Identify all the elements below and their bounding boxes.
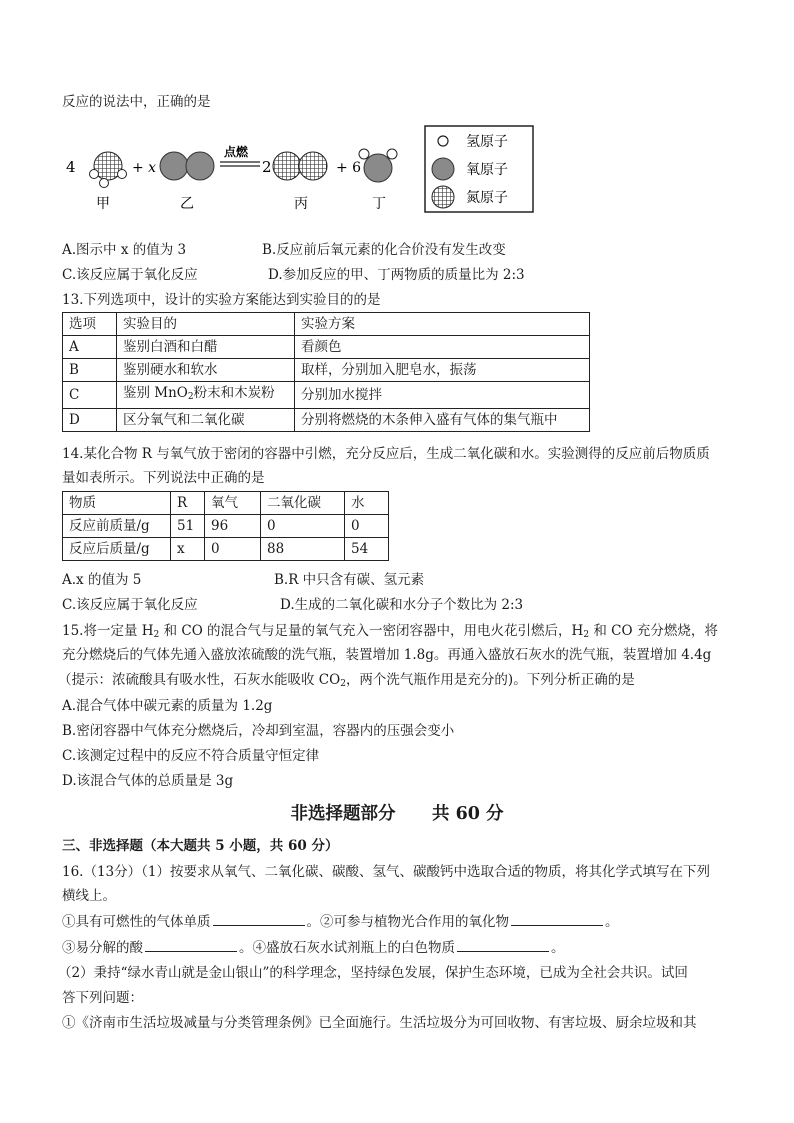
q15-option-c: C.该测定过程中的反应不符合质量守恒定律	[62, 748, 320, 764]
intro-text: 反应的说法中，正确的是	[62, 94, 211, 110]
q14-option-d: D.生成的二氧化碳和水分子个数比为 2:3	[280, 597, 524, 613]
table-cell: C	[63, 382, 117, 409]
q12-option-c: C.该反应属于氧化反应	[62, 267, 198, 283]
q12-option-b: B.反应前后氧元素的化合价没有发生改变	[262, 242, 506, 258]
table-cell: 96	[205, 515, 261, 538]
table-cell: 鉴别硬水和软水	[117, 359, 295, 382]
table-cell: 看颜色	[295, 336, 590, 359]
table-header: 二氧化碳	[261, 492, 345, 515]
q16-line-4: ③易分解的酸 。④盛放石灰水试剂瓶上的白色物质 。	[62, 940, 565, 956]
q12-option-a: A.图示中 x 的值为 3	[62, 242, 187, 258]
legend-box	[425, 126, 533, 212]
q14-option-a: A.x 的值为 5	[62, 572, 142, 588]
label-bing: 丙	[294, 196, 308, 212]
table-row	[63, 382, 590, 409]
molecule-yi	[160, 152, 214, 180]
table-cell: D	[63, 409, 117, 432]
q14-option-b: B.R 中只含有碳、氢元素	[274, 572, 425, 588]
part-title: 非选择题部分 共 60 分	[290, 804, 504, 824]
table-cell: B	[63, 359, 117, 382]
molecule-bing	[273, 152, 327, 180]
table-header: 选项	[63, 313, 117, 336]
table-cell: 54	[345, 538, 389, 561]
table-cell: 51	[171, 515, 205, 538]
legend-n: 氮原子	[466, 190, 508, 206]
table-cell: 0	[261, 515, 345, 538]
q15-option-d: D.该混合气体的总质量是 3g	[62, 773, 234, 789]
table-cell: 88	[261, 538, 345, 561]
table-cell: 0	[205, 538, 261, 561]
plus-6: + 6	[336, 160, 362, 176]
q16-line-7: ①《济南市生活垃圾减量与分类管理条例》已全面施行。生活垃圾分为可回收物、有害垃圾、厨余垃圾和其	[62, 1015, 697, 1031]
table-cell: 反应前质量/g	[63, 515, 171, 538]
table-cell: 0	[345, 515, 389, 538]
coef-a: 4	[66, 158, 76, 176]
q16-line-5: （2）秉持“绿水青山就是金山银山”的科学理念，坚持绿色发展，保护生态环境，已成为全社会共识。试回	[58, 965, 688, 981]
q15-stem-2: 充分燃烧后的气体先通入盛放浓硫酸的洗气瓶，装置增加 1.8g。再通入盛放石灰水的洗气瓶，装置增加 4.4g	[62, 647, 712, 663]
table-cell: x	[171, 538, 205, 561]
q13-stem: 13.下列选项中，设计的实验方案能达到实验目的的是	[62, 292, 381, 308]
legend-o: 氧原子	[466, 162, 508, 178]
q16-line-1: 16.（13分）（1）按要求从氧气、二氧化碳、碳酸、氢气、碳酸钙中选取合适的物质，将其化学式填写在下列	[62, 864, 710, 880]
table-row	[63, 409, 590, 432]
molecule-ding	[359, 149, 397, 182]
table-header: 实验目的	[117, 313, 295, 336]
label-jia: 甲	[96, 196, 110, 212]
answer-blank[interactable]	[213, 912, 305, 926]
table-header: 氧气	[205, 492, 261, 515]
q14-stem-1: 14.某化合物 R 与氧气放于密闭的容器中引燃，充分反应后，生成二氧化碳和水。实验测得的反应前后物质质	[62, 446, 710, 462]
table-header: 实验方案	[295, 313, 590, 336]
table-cell: 鉴别白酒和白醋	[117, 336, 295, 359]
q16-line-6: 答下列问题：	[62, 990, 143, 1006]
table-row	[63, 336, 590, 359]
table-cell: 反应后质量/g	[63, 538, 171, 561]
molecule-jia	[90, 152, 127, 188]
plus-x: + x	[132, 160, 157, 176]
label-ding: 丁	[372, 196, 386, 212]
answer-blank[interactable]	[457, 938, 549, 952]
q14-stem-2: 量如表所示。下列说法中正确的是	[62, 470, 265, 486]
q15-option-b: B.密闭容器中气体充分燃烧后，冷却到室温，容器内的压强会变小	[62, 723, 455, 739]
q15-stem-1: 15.将一定量 $H_2$ 和 CO 的混合气与足量的氧气充入一密闭容器中，用电火花引燃后，$H_2$ 和 CO 充分燃烧，将	[62, 623, 718, 640]
table-cell: A	[63, 336, 117, 359]
q12-option-d: D.参加反应的甲、丁两物质的质量比为 2:3	[268, 267, 525, 283]
q14-table	[62, 491, 389, 561]
answer-blank[interactable]	[145, 938, 237, 952]
reaction-diagram	[62, 124, 542, 214]
table-header: R	[171, 492, 205, 515]
q15-stem-3: （提示：浓硫酸具有吸水性，石灰水能吸收 $CO_2$，两个洗气瓶作用是充分的)。下列分析正确的是	[58, 672, 635, 689]
table-row	[63, 515, 389, 538]
answer-blank[interactable]	[511, 912, 603, 926]
q16-line-2: 横线上。	[62, 888, 116, 904]
q16-line-3: ①具有可燃性的气体单质 。②可参与植物光合作用的氧化物 。	[62, 914, 619, 930]
table-cell: 区分氧气和二氧化碳	[117, 409, 295, 432]
table-cell: 鉴别 MnO$_2$粉末和木炭粉	[117, 382, 295, 409]
table-cell: 分别加水搅拌	[295, 382, 590, 409]
table-row	[63, 538, 389, 561]
table-header: 物质	[63, 492, 171, 515]
label-yi: 乙	[180, 196, 194, 212]
q15-option-a: A.混合气体中碳元素的质量为 1.2g	[62, 698, 273, 714]
table-cell: 分别将燃烧的木条伸入盛有气体的集气瓶中	[295, 409, 590, 432]
section-3-title: 三、非选择题（本大题共 5 小题，共 60 分）	[62, 838, 339, 854]
q14-option-c: C.该反应属于氧化反应	[62, 597, 198, 613]
coef-c: 2	[262, 158, 272, 176]
table-row	[63, 359, 590, 382]
legend-h: 氢原子	[466, 134, 508, 150]
q13-table	[62, 312, 590, 432]
table-header-row	[63, 313, 590, 336]
table-header: 水	[345, 492, 389, 515]
table-header-row	[63, 492, 389, 515]
reaction-condition: 点燃	[224, 145, 249, 159]
table-cell: 取样，分别加入肥皂水，振荡	[295, 359, 590, 382]
